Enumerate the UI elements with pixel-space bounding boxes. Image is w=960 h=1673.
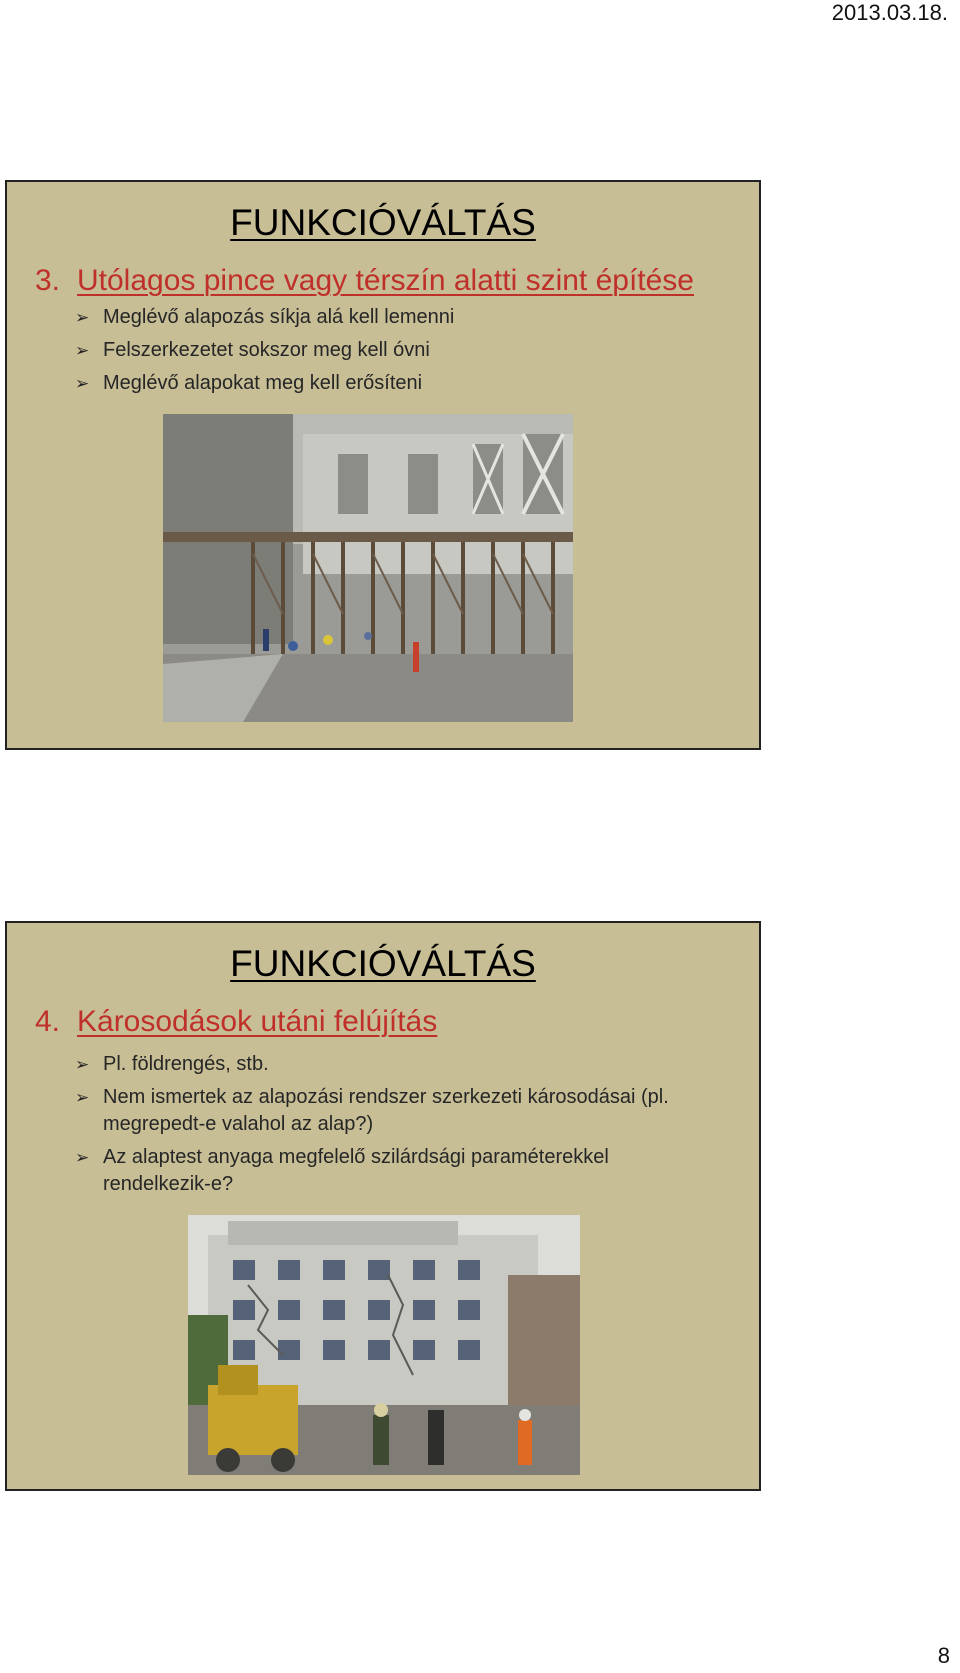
- section-heading: [35, 264, 694, 298]
- list-item: [75, 370, 719, 397]
- list-item: [75, 1084, 719, 1138]
- bullet-list: [75, 1051, 719, 1204]
- bullet-text: Az alaptest anyaga megfelelő szilárdsági paraméterekkel rendelkezik-e?: [103, 1146, 609, 1195]
- arrow-bullet-icon: ➢: [75, 374, 90, 393]
- arrow-bullet-icon: ➢: [75, 1148, 90, 1167]
- construction-shoring-photo: [163, 414, 573, 722]
- list-item: [75, 337, 719, 364]
- heading-text: Utólagos pince vagy térszín alatti szint építése: [77, 264, 694, 297]
- slide-title: FUNKCIÓVÁLTÁS: [230, 202, 536, 243]
- bullet-text: Nem ismertek az alapozási rendszer szerkezeti károsodásai (pl. megrepedt-e valahol az alap?): [103, 1086, 669, 1135]
- list-item: [75, 1144, 719, 1198]
- bullet-text: Meglévő alapokat meg kell erősíteni: [103, 372, 423, 394]
- heading-text: Károsodások utáni felújítás: [77, 1005, 438, 1038]
- list-item: [75, 1051, 719, 1078]
- arrow-bullet-icon: ➢: [75, 341, 90, 360]
- heading-number: 3.: [35, 264, 61, 297]
- bullet-text: Pl. földrengés, stb.: [103, 1053, 269, 1075]
- slide-title: FUNKCIÓVÁLTÁS: [230, 943, 536, 984]
- bullet-text: Felszerkezetet sokszor meg kell óvni: [103, 339, 430, 361]
- arrow-bullet-icon: ➢: [75, 308, 90, 327]
- bullet-list: [75, 304, 719, 403]
- section-heading: [35, 1005, 437, 1039]
- slide-funkciovaltas-3: [5, 180, 761, 750]
- heading-number: 4.: [35, 1005, 61, 1038]
- list-item: [75, 304, 719, 331]
- header-date: 2013.03.18.: [831, 0, 948, 25]
- earthquake-damaged-building-photo: [188, 1215, 580, 1475]
- slide-funkciovaltas-4: [5, 921, 761, 1491]
- page-number: 8: [937, 1643, 950, 1668]
- arrow-bullet-icon: ➢: [75, 1088, 90, 1107]
- arrow-bullet-icon: ➢: [75, 1055, 90, 1074]
- bullet-text: Meglévő alapozás síkja alá kell lemenni: [103, 306, 455, 328]
